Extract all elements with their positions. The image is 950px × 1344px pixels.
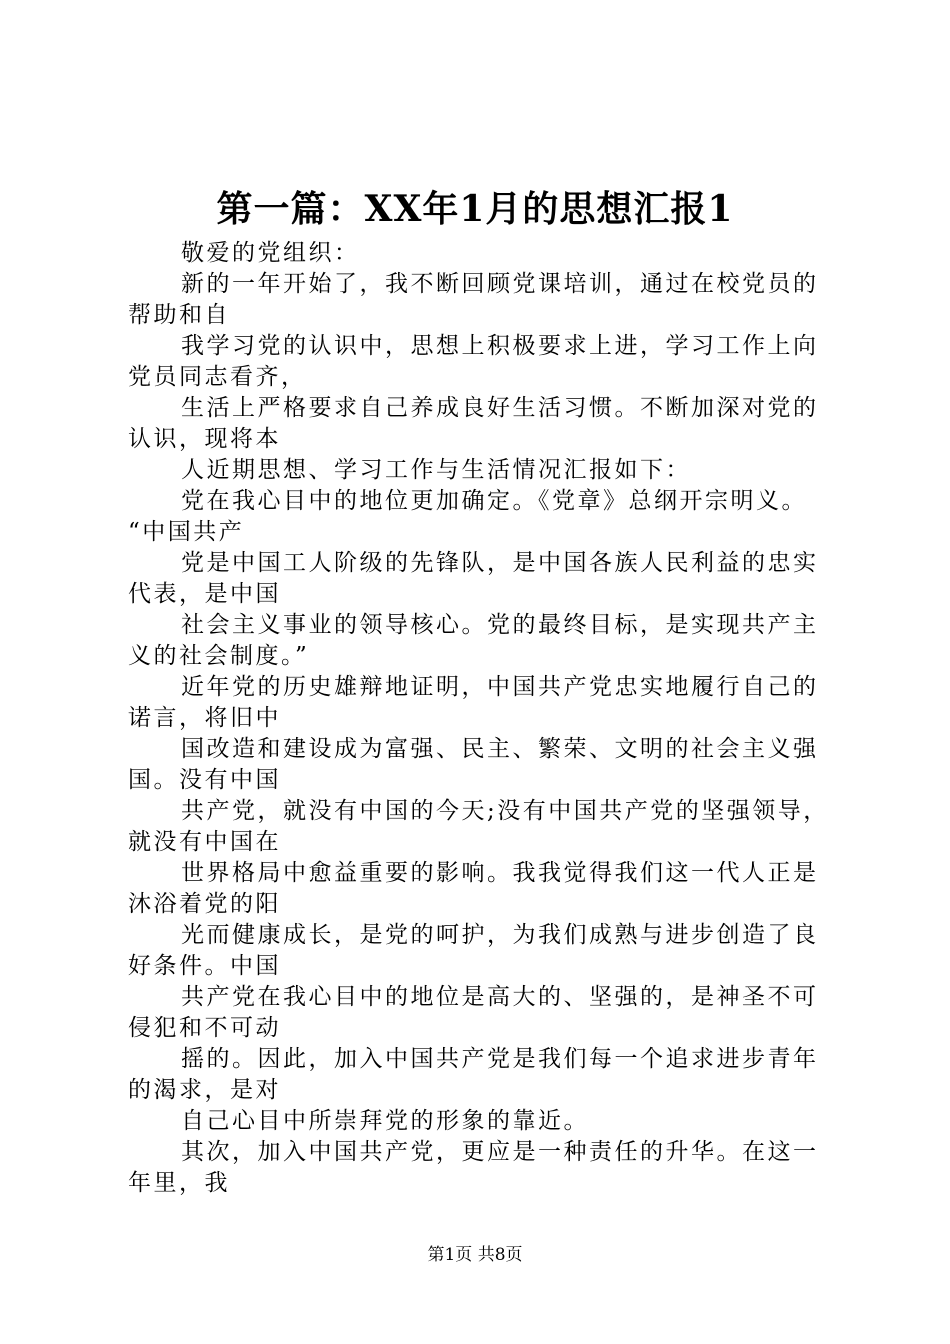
paragraph-continuation: 国。没有中国	[128, 767, 281, 793]
paragraph-first-line: 共产党在我心目中的地位是高大的、坚强的，是神圣不可	[181, 984, 819, 1010]
paragraph-continuation: 的渴求，是对	[128, 1077, 281, 1103]
paragraph-first-line: 新的一年开始了，我不断回顾党课培训，通过在校党员的	[181, 271, 819, 297]
paragraph-continuation: 认识，现将本	[128, 426, 281, 452]
paragraph-first-line: 近年党的历史雄辩地证明，中国共产党忠实地履行自己的	[181, 674, 819, 700]
paragraph	[128, 982, 834, 1044]
paragraph	[128, 548, 834, 610]
paragraph-first-line: 人近期思想、学习工作与生活情况汇报如下：	[181, 457, 691, 483]
paragraph-continuation: 年里，我	[128, 1170, 230, 1196]
paragraph-first-line: 国改造和建设成为富强、民主、繁荣、文明的社会主义强	[181, 736, 819, 762]
paragraph-continuation: 代表，是中国	[128, 581, 281, 607]
paragraph	[128, 796, 834, 858]
paragraph-continuation: 义的社会制度。”	[128, 643, 310, 669]
page-footer: 第1页 共8页	[427, 1245, 523, 1265]
paragraph	[128, 238, 834, 269]
paragraph-continuation: 沐浴着党的阳	[128, 891, 281, 917]
paragraph-continuation: 侵犯和不可动	[128, 1015, 281, 1041]
paragraph	[128, 393, 834, 455]
paragraph-first-line: 光而健康成长，是党的呵护，为我们成熟与进步创造了良	[181, 922, 819, 948]
paragraph	[128, 1044, 834, 1106]
document-body	[128, 238, 834, 1199]
paragraph	[128, 858, 834, 920]
paragraph	[128, 486, 834, 548]
paragraph	[128, 734, 834, 796]
paragraph-first-line: 敬爱的党组织：	[181, 240, 360, 266]
paragraph-continuation: 诺言，将旧中	[128, 705, 281, 731]
paragraph-first-line: 党在我心目中的地位更加确定。《党章》总纲开宗明义。	[181, 488, 807, 514]
paragraph-continuation: 帮助和自	[128, 302, 230, 328]
paragraph-continuation: 就没有中国在	[128, 829, 281, 855]
paragraph-first-line: 共产党，就没有中国的今天;没有中国共产党的坚强领导，	[181, 798, 829, 824]
paragraph	[128, 269, 834, 331]
paragraph-first-line: 社会主义事业的领导核心。党的最终目标，是实现共产主	[181, 612, 819, 638]
paragraph-continuation: 好条件。中国	[128, 953, 281, 979]
paragraph	[128, 1106, 834, 1137]
document-title: 第一篇：XX年1月的思想汇报1	[216, 188, 734, 230]
paragraph	[128, 455, 834, 486]
paragraph	[128, 920, 834, 982]
paragraph-continuation: “中国共产	[128, 519, 245, 545]
paragraph-first-line: 党是中国工人阶级的先锋队，是中国各族人民利益的忠实	[181, 550, 819, 576]
paragraph-first-line: 摇的。因此，加入中国共产党是我们每一个追求进步青年	[181, 1046, 819, 1072]
paragraph-first-line: 世界格局中愈益重要的影响。我我觉得我们这一代人正是	[181, 860, 819, 886]
paragraph-first-line: 自己心目中所崇拜党的形象的靠近。	[181, 1108, 589, 1134]
paragraph-first-line: 我学习党的认识中，思想上积极要求上进，学习工作上向	[181, 333, 819, 359]
paragraph-continuation: 党员同志看齐，	[128, 364, 307, 390]
paragraph	[128, 331, 834, 393]
paragraph-first-line: 生活上严格要求自己养成良好生活习惯。不断加深对党的	[181, 395, 819, 421]
paragraph	[128, 610, 834, 672]
paragraph-first-line: 其次，加入中国共产党，更应是一种责任的升华。在这一	[181, 1139, 819, 1165]
paragraph	[128, 1137, 834, 1199]
paragraph	[128, 672, 834, 734]
